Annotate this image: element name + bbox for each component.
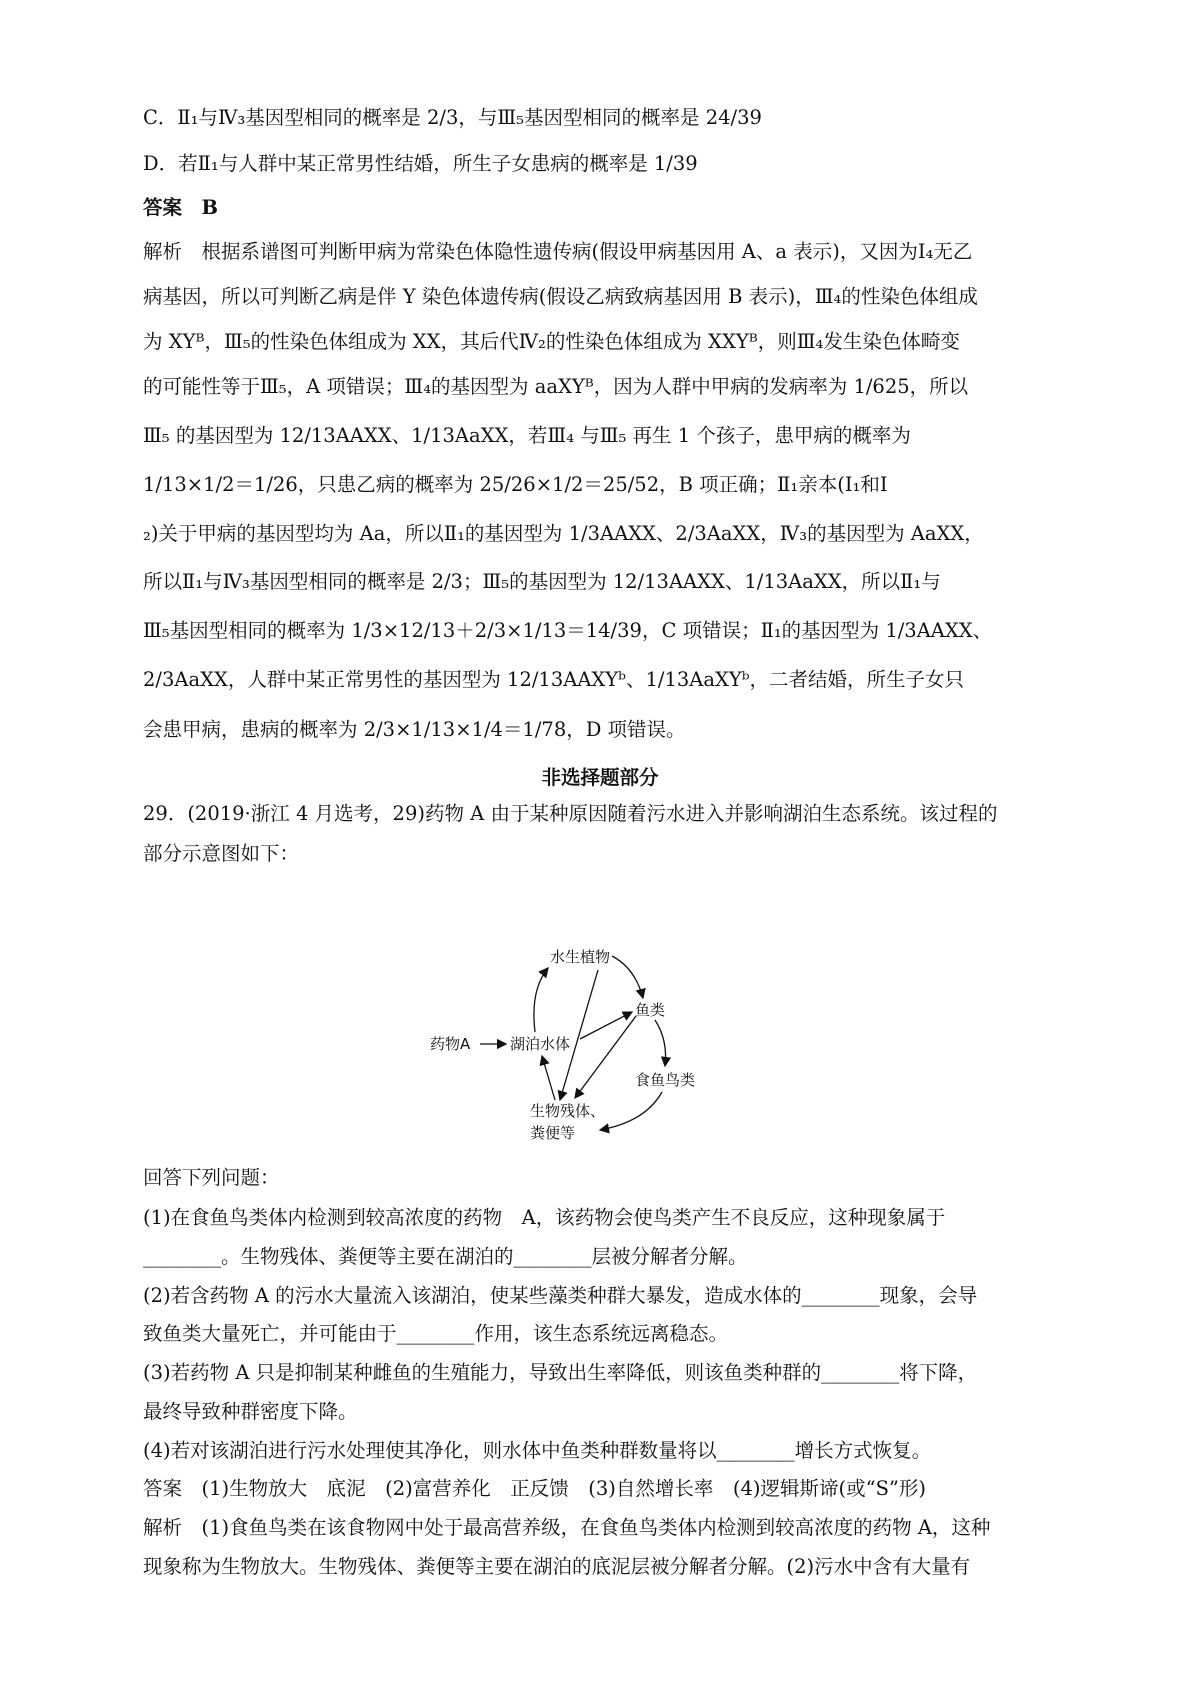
analysis-line: 1/13×1/2＝1/26，只患乙病的概率为 25/26×1/2＝25/52，B 项正确；Ⅱ₁亲本(Ⅰ₁和Ⅰ [143, 473, 888, 496]
question-29: 29．(2019·浙江 4 月选考，29)药物 A 由于某种原因随着污水进入并影响湖泊生态系统。该过程的 [143, 802, 998, 825]
analysis-line: Ⅲ₅ 的基因型为 12/13AAXX、1/13AaXX，若Ⅲ₄ 与Ⅲ₅ 再生 1 个孩子，患甲病的概率为 [143, 424, 911, 447]
arrow-fish-remains [575, 1016, 636, 1098]
analysis-line: 病基因，所以可判断乙病是伴 Y 染色体遗传病(假设乙病致病基因用 B 表示)，Ⅲ₄的性染色体组成 [143, 285, 978, 308]
node-fish: 鱼类 [635, 1001, 666, 1019]
arrow-lake-plants [534, 968, 548, 1032]
analysis-line: 会患甲病，患病的概率为 2/3×1/13×1/4＝1/78，D 项错误。 [143, 718, 686, 741]
analysis-29-cont: 现象称为生物放大。生物残体、粪便等主要在湖泊的底泥层被分解者分解。(2)污水中含有大量有 [143, 1555, 971, 1578]
analysis-line: ₂)关于甲病的基因型均为 Aa，所以Ⅱ₁的基因型为 1/3AAXX、2/3AaXX，Ⅳ₃的基因型为 AaXX， [143, 522, 984, 545]
sub-question-2: (2)若含药物 A 的污水大量流入该湖泊，使某些藻类种群大暴发，造成水体的________现象，会导 [143, 1284, 978, 1307]
prompt: 回答下列问题： [143, 1166, 280, 1189]
analysis-line: 所以Ⅱ₁与Ⅳ₃基因型相同的概率是 2/3；Ⅲ₅的基因型为 12/13AAXX、1/13AaXX，所以Ⅱ₁与 [143, 570, 941, 593]
arrow-lake-fish [580, 1012, 632, 1039]
arrow-remains-lake [542, 1056, 555, 1100]
answer-29: 答案 (1)生物放大 底泥 (2)富营养化 正反馈 (3)自然增长率 (4)逻辑斯谛(或“S”形) [143, 1477, 926, 1500]
node-drug: 药物A [430, 1035, 471, 1053]
analysis-line: 为 XYᴮ，Ⅲ₅的性染色体组成为 XX，其后代Ⅳ₂的性染色体组成为 XXYᴮ，则Ⅲ₄发生染色体畸变 [143, 330, 960, 353]
sub-question-1: (1)在食鱼鸟类体内检测到较高浓度的药物 A，该药物会使鸟类产生不良反应，这种现象属于 [143, 1206, 946, 1229]
option-c: C．Ⅱ₁与Ⅳ₃基因型相同的概率是 2/3，与Ⅲ₅基因型相同的概率是 24/39 [143, 106, 762, 129]
analysis-line: Ⅲ₅基因型相同的概率为 1/3×12/13＋2/3×1/13＝14/39，C 项错误；Ⅱ₁的基因型为 1/3AAXX、 [143, 619, 993, 642]
node-plants: 水生植物 [550, 948, 611, 966]
analysis-29: 解析 (1)食鱼鸟类在该食物网中处于最高营养级，在食鱼鸟类体内检测到较高浓度的药物 A，这种 [143, 1516, 991, 1539]
option-d: D．若Ⅱ₁与人群中某正常男性结婚，所生子女患病的概率是 1/39 [143, 152, 698, 175]
answer-28: 答案 B [143, 196, 218, 219]
sub-question-1-cont: ________。生物残体、粪便等主要在湖泊的________层被分解者分解。 [143, 1245, 748, 1268]
node-remains-2: 粪便等 [530, 1124, 576, 1142]
sub-question-4: (4)若对该湖泊进行污水处理使其净化，则水体中鱼类种群数量将以________增长方式恢复。 [143, 1439, 932, 1462]
section-heading: 非选择题部分 [541, 766, 659, 789]
food-web-diagram [430, 940, 760, 1150]
sub-question-3-cont: 最终导致种群密度下降。 [143, 1400, 358, 1423]
sub-question-3: (3)若药物 A 只是抑制某种雌鱼的生殖能力，导致出生率降低，则该鱼类种群的________将下降， [143, 1361, 978, 1384]
analysis-line: 的可能性等于Ⅲ₅，A 项错误；Ⅲ₄的基因型为 aaXYᴮ，因为人群中甲病的发病率为 1/625，所以 [143, 375, 969, 398]
arrow-plants-fish [612, 956, 643, 998]
analysis-line: 解析 根据系谱图可判断甲病为常染色体隐性遗传病(假设甲病基因用 A、a 表示)，又因为Ⅰ₄无乙 [143, 240, 973, 263]
question-29-cont: 部分示意图如下： [143, 842, 300, 865]
node-birds: 食鱼鸟类 [635, 1071, 696, 1089]
arrow-birds-remains [600, 1092, 662, 1130]
node-remains: 生物残体、 [530, 1102, 606, 1120]
analysis-line: 2/3AaXX，人群中某正常男性的基因型为 12/13AAXYᵇ、1/13AaXYᵇ，二者结婚，所生子女只 [143, 668, 965, 691]
node-lake: 湖泊水体 [510, 1035, 571, 1053]
arrow-fish-birds [655, 1020, 666, 1066]
sub-question-2-cont: 致鱼类大量死亡，并可能由于________作用，该生态系统远离稳态。 [143, 1322, 729, 1345]
